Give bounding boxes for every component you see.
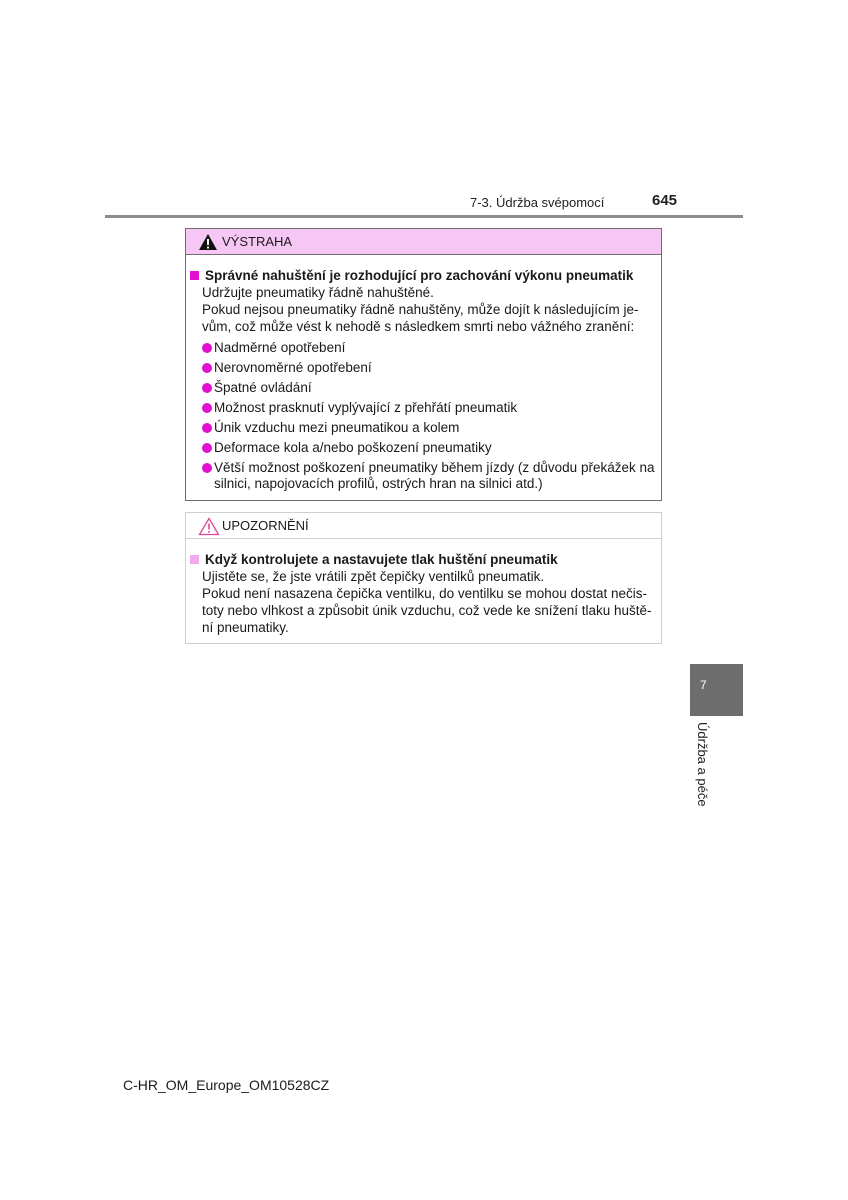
list-item-text: Nerovnoměrné opotřebení: [214, 360, 372, 375]
list-item: [186, 420, 661, 436]
warning-line: Pokud nejsou pneumatiky řádně nahuštěny, může dojít k následujícím je-: [202, 302, 639, 317]
list-item: [186, 380, 661, 396]
document-code: C-HR_OM_Europe_OM10528CZ: [123, 1077, 330, 1093]
square-marker-icon: [190, 555, 199, 564]
section-title: 7-3. Údržba svépomocí: [470, 195, 605, 210]
list-item-text: Špatné ovládání: [214, 380, 312, 395]
list-item-text: Možnost prasknutí vyplývající z přehřátí pneumatik: [214, 400, 518, 415]
caution-line: Pokud není nasazena čepička ventilku, do ventilku se mohou dostat nečis-: [202, 586, 648, 601]
bullet-dot-icon: [202, 383, 212, 393]
bullet-dot-icon: [202, 423, 212, 433]
warning-triangle-icon: [198, 233, 218, 251]
warning-heading: [189, 267, 661, 284]
list-item: [186, 360, 661, 376]
bullet-dot-icon: [202, 363, 212, 373]
bullet-dot-icon: [202, 343, 212, 353]
warning-body: [186, 255, 661, 492]
bullet-dot-icon: [202, 403, 212, 413]
list-item-text: Nadměrné opotřebení: [214, 340, 346, 355]
bullet-dot-icon: [202, 443, 212, 453]
warning-box: [185, 228, 662, 501]
warning-heading-text: Správné nahuštění je rozhodující pro zachování výkonu pneumatik: [205, 268, 634, 283]
caution-header: [186, 513, 661, 539]
caution-line: Ujistěte se, že jste vrátili zpět čepičky ventilků pneumatik.: [202, 569, 545, 584]
list-item-text: Deformace kola a/nebo poškození pneumatiky: [214, 440, 492, 455]
caution-line: ní pneumatiky.: [202, 620, 289, 635]
caution-title: UPOZORNĚNÍ: [222, 518, 309, 533]
list-item-text: Únik vzduchu mezi pneumatikou a kolem: [214, 420, 460, 435]
list-item: [186, 460, 661, 492]
caution-line: toty nebo vlhkost a způsobit únik vzduchu, což vede ke snížení tlaku huště-: [202, 603, 652, 618]
page-number: 645: [652, 192, 678, 209]
list-item: [186, 340, 661, 356]
caution-body: [186, 539, 661, 636]
bullet-dot-icon: [202, 463, 212, 473]
chapter-tab: [690, 664, 743, 716]
caution-triangle-outline-icon: [198, 517, 220, 536]
list-item: [186, 440, 661, 456]
warning-line: Udržujte pneumatiky řádně nahuštěné.: [202, 285, 434, 300]
warning-title: VÝSTRAHA: [222, 234, 293, 249]
caution-box: [185, 512, 662, 644]
list-item: [186, 400, 661, 416]
caution-heading: [189, 551, 661, 568]
warning-line: vům, což může vést k nehodě s následkem smrti nebo vážného zranění:: [202, 319, 635, 334]
header-divider: [105, 215, 743, 218]
chapter-number: 7: [700, 678, 707, 692]
caution-heading-text: Když kontrolujete a nastavujete tlak huštění pneumatik: [205, 552, 558, 567]
warning-bullet-list: [186, 340, 661, 492]
chapter-label: Údržba a péče: [695, 722, 710, 807]
list-item-text: Větší možnost poškození pneumatiky během jízdy (z důvodu překážek na silnici, napojovacích profilů, ostrých hran na silnici atd.): [214, 460, 655, 491]
warning-header: [186, 229, 661, 255]
square-marker-icon: [190, 271, 199, 280]
